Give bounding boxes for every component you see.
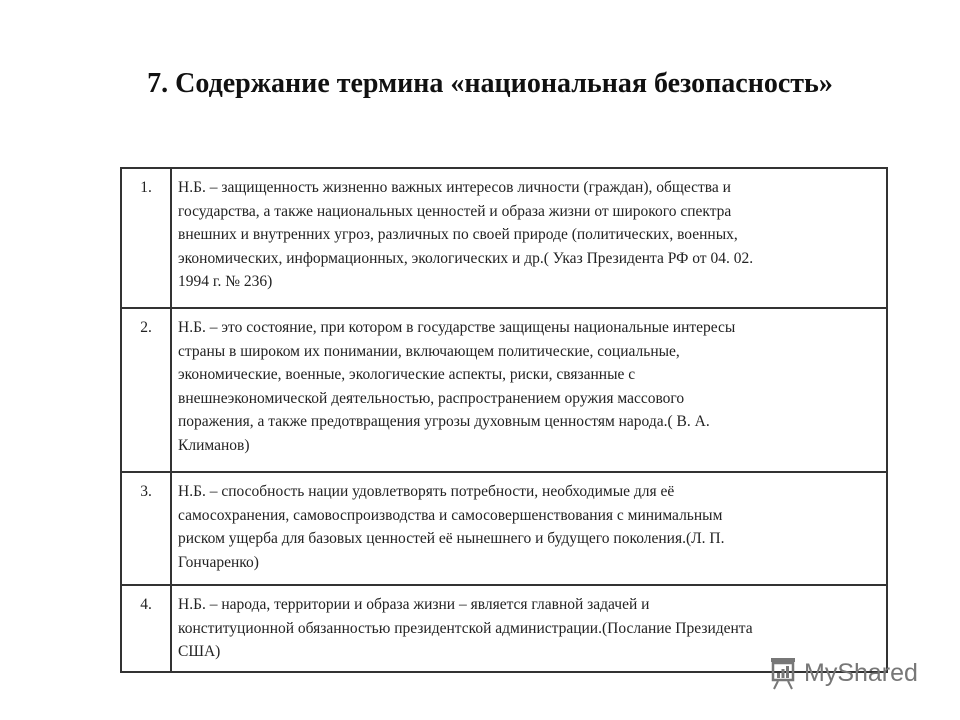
table-row [121,168,887,308]
definition-line: Гончаренко) [178,553,259,571]
row-number: 2. [121,308,171,472]
definition-cell [171,168,887,308]
table-row [121,308,887,472]
definition-line: Климанов) [178,436,250,454]
table-row [121,472,887,585]
definition-line: 1994 г. № 236) [178,273,273,290]
definition-line: США) [178,643,221,660]
definition-line: внешних и внутренних угроз, различных по своей природе (политических, военных, [178,226,738,243]
definition-line: риском ущерба для базовых ценностей её нынешнего и будущего поколения.(Л. П. [178,530,725,547]
definition-line: Н.Б. – защищенность жизненно важных интересов личности (граждан), общества и [178,179,731,196]
definition-line: экономические, военные, экологические аспекты, риски, связанные с [178,366,636,383]
definition-line: поражения, а также предотвращения угрозы духовным ценностям народа.( В. А. [178,413,710,430]
definition-line: страны в широком их понимании, включающем политические, социальные, [178,342,680,360]
myshared-watermark [768,656,918,690]
definition-cell [171,472,887,585]
definition-line: государства, а также национальных ценностей и образа жизни от широкого спектра [178,202,732,220]
slide-title: 7. Содержание термина «национальная безопасность» [147,68,833,99]
definition-cell [171,308,887,472]
definition-line: самосохранения, самовоспроизводства и самосовершенствования с минимальным [178,506,723,524]
definition-line: Н.Б. – это состояние, при котором в государстве защищены национальные интересы [178,319,736,336]
definition-line: Н.Б. – способность нации удовлетворять потребности, необходимые для её [178,483,675,500]
definitions-table [120,167,888,673]
definition-line: конституционной обязанностью президентской администрации.(Послание Президента [178,619,753,637]
presentation-icon [768,656,798,690]
watermark-text: MyShared [804,658,918,687]
row-number: 1. [121,168,171,308]
row-number: 3. [121,472,171,585]
definition-line: Н.Б. – народа, территории и образа жизни – является главной задачей и [178,596,650,613]
definition-line: экономических, информационных, экологических и др.( Указ Президента РФ от 04. 02. [178,249,754,267]
definition-line: внешнеэкономической деятельностью, распространением оружия массового [178,389,685,407]
row-number: 4. [121,585,171,672]
